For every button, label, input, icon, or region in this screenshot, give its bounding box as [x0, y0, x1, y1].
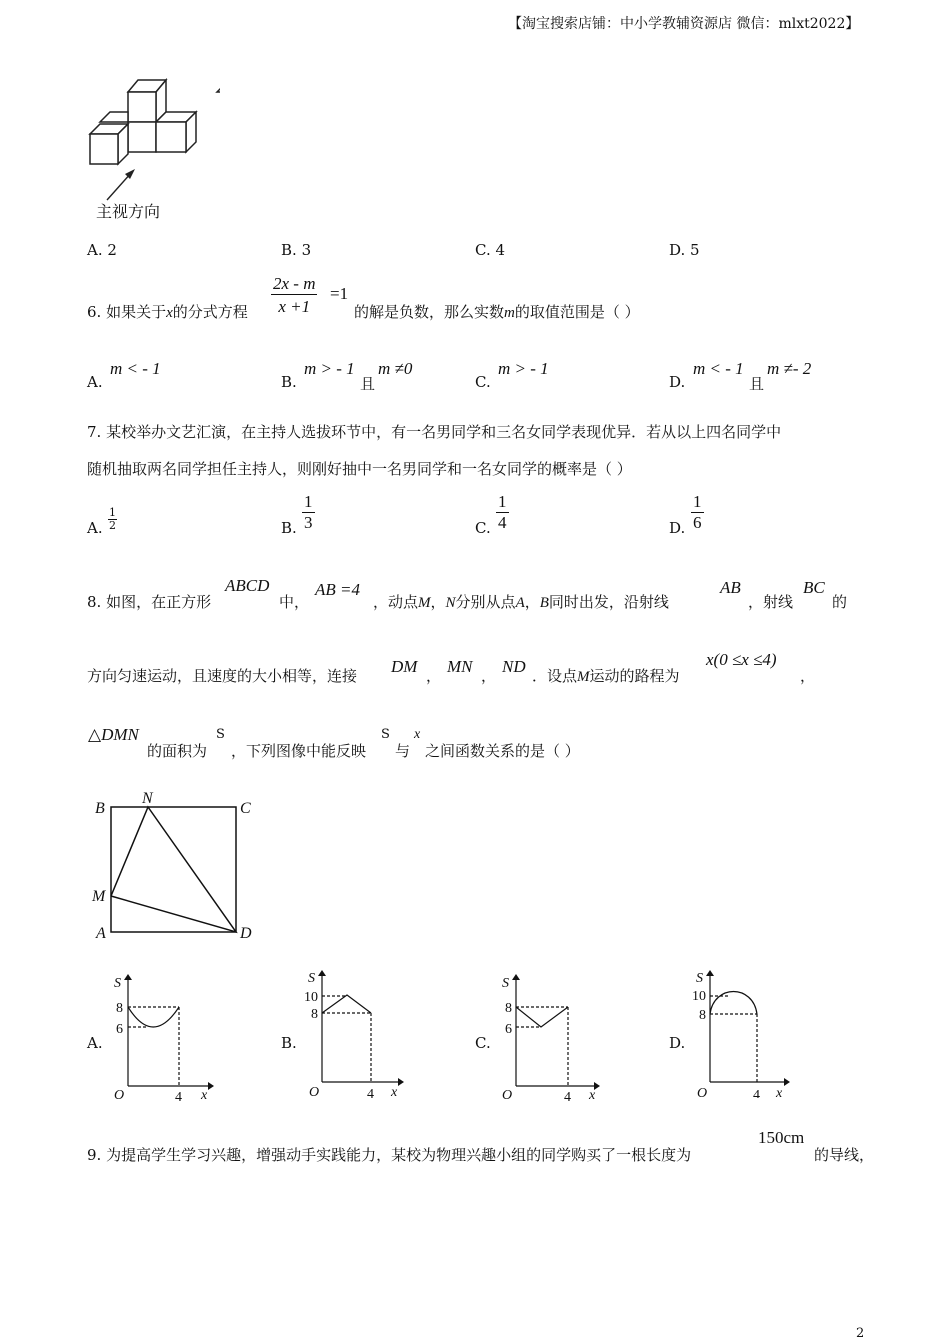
svg-text:S: S: [502, 976, 509, 991]
q8-line3-triangle: △DMN: [88, 725, 139, 744]
q8-line3-s: S: [216, 727, 225, 742]
page-number: 2: [856, 1326, 865, 1341]
q8-line2-dm: DM: [391, 657, 418, 676]
point-c-label: C: [240, 800, 251, 817]
svg-text:10: 10: [304, 990, 318, 1005]
svg-text:x: x: [201, 1088, 208, 1103]
q6-option-a-letter: A.: [87, 373, 103, 391]
q8-line3-a: 的面积为: [147, 742, 208, 760]
svg-text:O: O: [697, 1086, 708, 1098]
graph-option-b: [302, 966, 412, 1098]
q6-option-b-conj: 且: [360, 375, 376, 393]
graph-option-b-letter: B.: [281, 1034, 297, 1052]
q8-line3-s2: S: [381, 727, 390, 742]
svg-text:8: 8: [116, 1001, 123, 1016]
svg-text:S: S: [114, 976, 121, 991]
svg-text:O: O: [502, 1088, 513, 1103]
triangle-dmn: [111, 807, 236, 932]
q8-line1-b: 中，: [279, 593, 310, 611]
view-direction-label: 主视方向: [96, 202, 161, 221]
svg-text:S: S: [696, 971, 703, 986]
q7-option-d-letter: D.: [669, 519, 686, 537]
q6-option-c-letter: C.: [475, 373, 491, 391]
graph-option-c-letter: C.: [475, 1034, 491, 1052]
q6-option-c-expr: m > - 1: [498, 359, 549, 378]
q8-line3-x: x: [414, 727, 421, 742]
point-a-label: A: [96, 925, 106, 942]
q7-stem-line2: 随机抽取两名同学担任主持人，则刚好抽中一名男同学和一名女同学的概率是（ ）: [87, 460, 632, 478]
q9-stem-a: 9. 为提高学生学习兴趣，增强动手实践能力，某校为物理兴趣小组的同学购买了一根长度为: [87, 1146, 692, 1164]
q6-stem-suffix: 的解是负数，那么实数m的取值范围是（ ）: [354, 303, 640, 321]
graph-option-a: [108, 972, 218, 1104]
q8-line2-sep1: ，: [426, 667, 442, 685]
q5-option-c: C. 4: [475, 241, 506, 259]
q6-option-b-letter: B.: [281, 373, 297, 391]
square-figure: [85, 785, 265, 950]
q5-option-d: D. 5: [669, 241, 700, 259]
q6-equals: =1: [330, 284, 349, 303]
q7-option-c-letter: C.: [475, 519, 491, 537]
q7-option-c-fraction: 1 4: [498, 492, 507, 533]
q9-stem-b: 的导线，: [814, 1146, 875, 1164]
q8-line1-ab-ray: AB: [720, 578, 741, 597]
q7-stem-line1: 7. 某校举办文艺汇演，在主持人选拔环节中，有一名男同学和三名女同学表现优异．若从以上四名同学中: [87, 423, 782, 441]
graph-option-c: [496, 972, 606, 1104]
svg-text:6: 6: [116, 1022, 123, 1037]
q9-length: 150cm: [758, 1128, 805, 1147]
svg-text:O: O: [309, 1085, 320, 1098]
q7-option-b-letter: B.: [281, 519, 297, 537]
q6-option-d-conj: 且: [749, 375, 765, 393]
curve-d: [710, 992, 757, 1015]
point-m-label: M: [92, 888, 106, 905]
svg-text:4: 4: [753, 1088, 760, 1098]
q6-stem-prefix: 6. 如果关于x的分式方程: [87, 303, 248, 321]
q6-fraction: 2x - m x +1: [273, 274, 316, 316]
svg-text:8: 8: [311, 1007, 318, 1022]
q6-option-d-expr2: m ≠- 2: [767, 359, 812, 378]
q8-line1-bc-ray: BC: [803, 578, 825, 597]
q8-line1-c: ，动点M，N分别从点A，B同时出发，沿射线: [373, 593, 669, 611]
q6-option-b-expr2: m ≠0: [378, 359, 413, 378]
curve-b: [322, 995, 371, 1013]
curve-a: [128, 1007, 179, 1027]
q8-line2-a: 方向匀速运动，且速度的大小相等，连接: [87, 667, 358, 685]
svg-text:x: x: [589, 1088, 596, 1103]
svg-text:4: 4: [175, 1090, 182, 1104]
graph-option-a-letter: A.: [87, 1034, 103, 1052]
q7-option-b-fraction: 1 3: [304, 492, 313, 533]
q5-option-b: B. 3: [281, 241, 312, 259]
q7-option-d-fraction: 1 6: [693, 492, 702, 533]
q8-line3-d: 之间函数关系的是（ ）: [425, 742, 580, 760]
q5-option-a: A. 2: [87, 241, 117, 259]
svg-text:x: x: [391, 1085, 398, 1098]
svg-text:8: 8: [505, 1001, 512, 1016]
q6-option-d-expr1: m < - 1: [693, 359, 744, 378]
graph-option-d-letter: D.: [669, 1034, 686, 1052]
q8-line2-nd: ND: [502, 657, 526, 676]
svg-text:4: 4: [367, 1087, 374, 1098]
svg-text:8: 8: [699, 1008, 706, 1023]
point-b-label: B: [95, 800, 105, 817]
q6-option-d-letter: D.: [669, 373, 686, 391]
point-n-label: N: [142, 790, 153, 807]
q8-line1-ab4: AB =4: [315, 580, 360, 599]
svg-text:10: 10: [692, 989, 706, 1004]
svg-text:x: x: [776, 1086, 783, 1098]
q8-line2-range: x(0 ≤x ≤4): [706, 650, 777, 669]
curve-c: [516, 1007, 568, 1027]
graph-option-d: [690, 966, 800, 1098]
q7-option-a-fraction: 1 2: [109, 506, 116, 533]
q7-option-a-letter: A.: [87, 519, 103, 537]
q8-line1-f: ，射线: [748, 593, 794, 611]
q8-line2-b: ．设点M运动的路程为: [532, 667, 680, 685]
q8-line1-abcd: ABCD: [225, 576, 270, 595]
svg-text:S: S: [308, 971, 315, 986]
q8-line2-d: ，: [800, 667, 816, 685]
q8-line3-b: ，下列图像中能反映: [231, 742, 367, 760]
q6-option-b-expr1: m > - 1: [304, 359, 355, 378]
q8-line2-mn: MN: [447, 657, 473, 676]
svg-text:4: 4: [564, 1090, 571, 1104]
q8-line1-a: 8. 如图，在正方形: [87, 593, 212, 611]
point-d-label: D: [240, 925, 252, 942]
svg-text:O: O: [114, 1088, 125, 1103]
header-shop-text: 【淘宝搜索店铺：中小学教辅资源店 微信：mlxt2022】: [508, 16, 860, 32]
q6-option-a-expr: m < - 1: [110, 359, 161, 378]
q8-line3-c: 与: [395, 742, 411, 760]
svg-text:6: 6: [505, 1022, 512, 1037]
q8-line1-g: 的: [832, 593, 848, 611]
q8-line2-sep2: ，: [481, 667, 497, 685]
